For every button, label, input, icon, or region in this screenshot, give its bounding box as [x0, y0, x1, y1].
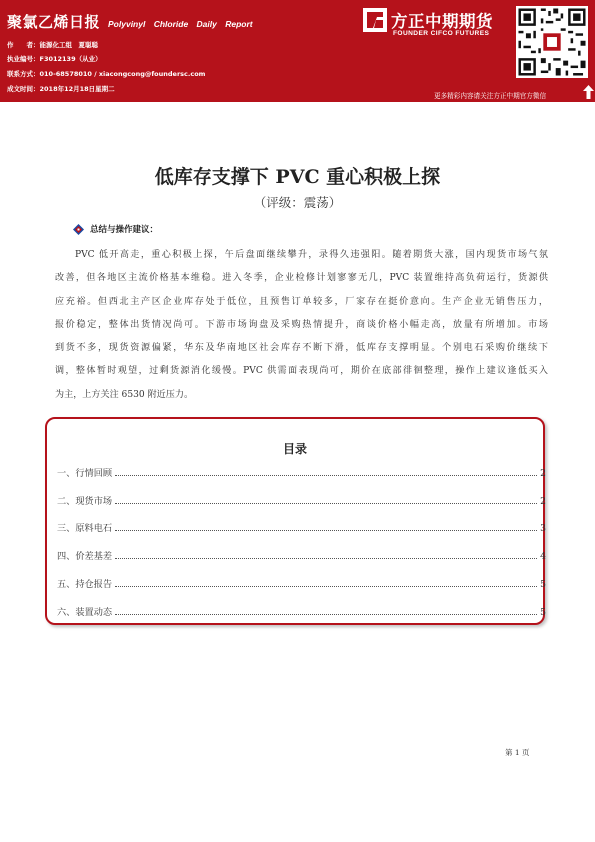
toc-dot-leader — [115, 557, 537, 559]
contact-label: 联系方式： — [7, 70, 40, 78]
toc-entry-name: 二、现货市场 — [57, 496, 113, 507]
toc-entry[interactable] — [57, 493, 546, 507]
toc-entry-page: 5 — [540, 579, 546, 590]
rating-label: （评级：震荡） — [253, 195, 342, 210]
table-of-contents — [45, 417, 545, 625]
toc-entry-name: 三、原料电石 — [57, 523, 113, 534]
toc-entry-name: 六、装置动态 — [57, 607, 113, 618]
toc-entry-page: 2 — [540, 468, 546, 479]
toc-entry-name: 四、价差基差 — [57, 551, 113, 562]
toc-entry[interactable] — [57, 576, 546, 590]
contact-row — [7, 69, 205, 78]
summary-line: 为主，上方关注 6530 附近压力。 — [55, 389, 194, 400]
summary-line: 调，整体暂时观望，过剩货源消化缓慢。PVC 供需面表现尚可，期价在底部徘徊整理，操作上建议逢低买入 — [55, 366, 548, 377]
toc-entry-name: 一、行情回顾 — [57, 468, 113, 479]
author-label: 作 者： — [7, 41, 40, 49]
summary-paragraph — [55, 244, 548, 407]
toc-dot-leader — [115, 585, 537, 587]
summary-label: 总结与操作建议： — [90, 225, 159, 235]
toc-entry-page: 5 — [540, 607, 546, 618]
report-type-en: Polyvinyl Chloride Daily Report — [108, 19, 253, 29]
date-value: 2018年12月18日星期二 — [39, 85, 115, 93]
license-label: 执业编号： — [7, 55, 40, 63]
report-header — [0, 0, 595, 102]
date-label: 成文时间： — [7, 85, 40, 93]
summary-line: PVC 低开高走，重心积极上探，午后盘面继续攀升，录得久违强阳。随着期货大涨，国内现货市场气氛 — [75, 250, 548, 260]
summary-heading — [73, 223, 158, 235]
summary-line: 到货不多，现货资源偏紧，华东及华南地区社会库存不断下滑，低库存支撑明显。个别电石采购价继续下 — [55, 343, 548, 354]
toc-entry-page: 2 — [540, 496, 546, 507]
page-title: 低库存支撑下 PVC 重心积极上探 — [154, 166, 441, 188]
toc-entry-page: 4 — [540, 551, 546, 562]
toc-title: 目录 — [282, 442, 307, 456]
arrow-up-icon — [583, 85, 594, 99]
toc-entry-page: 3 — [540, 523, 546, 534]
diamond-bullet-icon — [73, 224, 84, 235]
wechat-follow-note: 更多精彩内容请关注方正中期官方微信 — [434, 92, 547, 100]
founder-logo-icon — [363, 8, 387, 32]
toc-entry[interactable] — [57, 520, 546, 534]
toc-entry[interactable] — [57, 465, 546, 479]
summary-line: 报价稳定，整体出货情况尚可。下游市场询盘及采购热情提升，商谈价格小幅走高，放量有所增加。市场 — [55, 319, 548, 330]
toc-entry-name: 五、持仓报告 — [57, 579, 113, 590]
date-row — [7, 84, 115, 93]
summary-line: 应充裕。但西北主产区企业库存处于低位，且预售订单较多，厂家存在挺价意向。生产企业无销售压力， — [55, 296, 548, 307]
qr-code-icon — [516, 6, 588, 78]
author-row — [7, 40, 98, 49]
toc-dot-leader — [115, 474, 537, 476]
founder-logo — [363, 8, 515, 42]
logo-name-en: FOUNDER CIFCO FUTURES — [393, 30, 490, 37]
author-value: 能源化工组 夏聪聪 — [39, 41, 98, 49]
license-row — [7, 54, 102, 63]
toc-dot-leader — [115, 502, 537, 504]
page-number: 第 1 页 — [505, 748, 530, 757]
logo-name-cn: 方正中期期货 — [391, 12, 493, 31]
report-type-cn: 聚氯乙烯日报 — [7, 13, 101, 31]
summary-line: 改善，但各地区主流价格基本维稳。进入冬季，企业检修计划寥寥无几，PVC 装置维持高负荷运行，货源供 — [55, 273, 548, 284]
toc-dot-leader — [115, 529, 537, 531]
toc-entry[interactable] — [57, 548, 546, 562]
license-value: F3012139（从业） — [39, 55, 102, 63]
toc-dot-leader — [115, 613, 537, 615]
contact-value: 010-68578010 / xiacongcong@foundersc.com — [39, 70, 206, 78]
toc-entry[interactable] — [57, 604, 546, 618]
report-title-line — [7, 11, 253, 31]
